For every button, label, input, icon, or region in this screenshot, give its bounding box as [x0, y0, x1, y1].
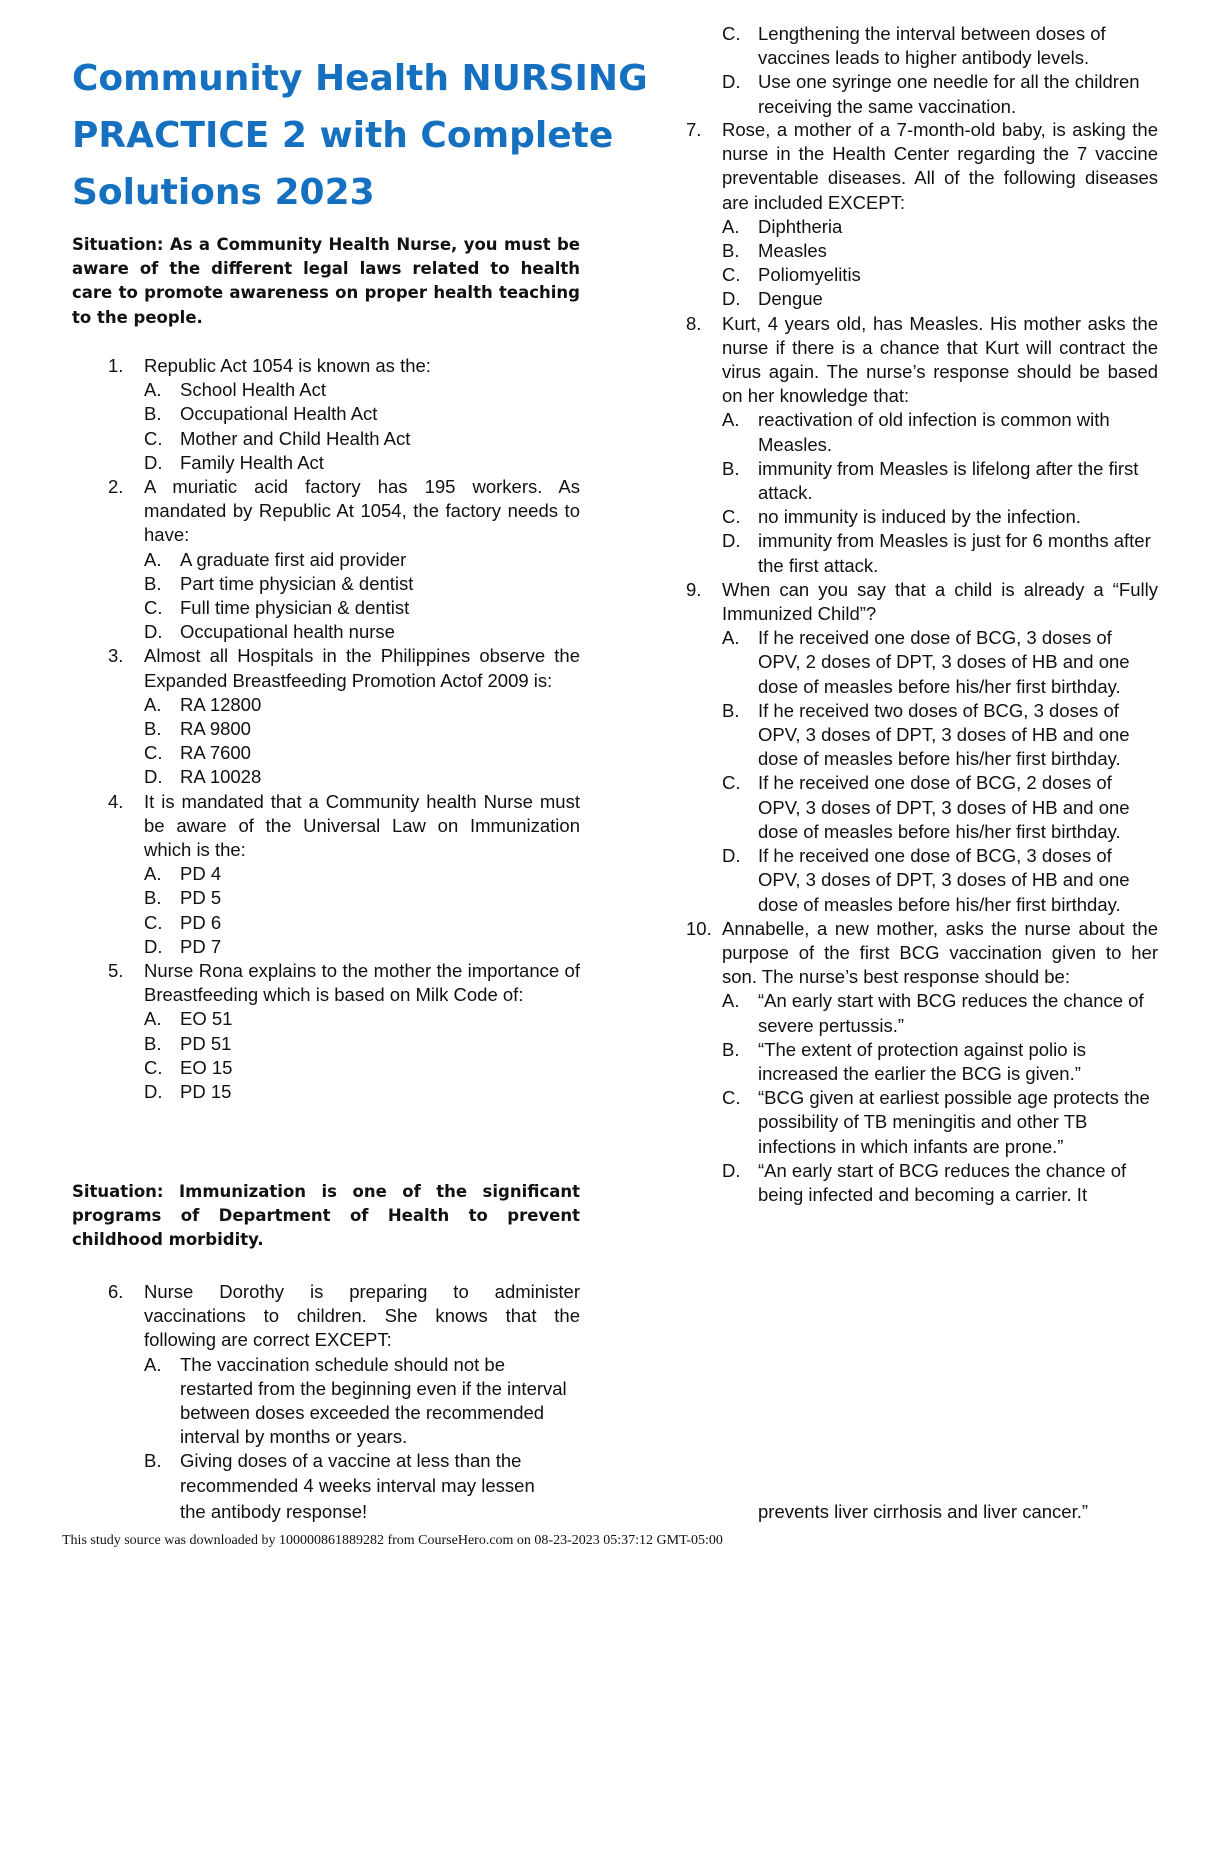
option-letter: D.: [144, 1081, 163, 1103]
question-number: 4.: [108, 790, 124, 812]
question-list-1: [108, 354, 580, 1104]
answer-option: [144, 402, 580, 426]
answer-option: [144, 693, 580, 717]
option-letter: D.: [144, 935, 163, 957]
question-list-3: [686, 118, 1158, 1207]
option-text: If he received one dose of BCG, 3 doses of OPV, 3 doses of DPT, 3 doses of HB and one dose of measles before his/her first birthday.: [758, 845, 1130, 915]
option-letter: B.: [144, 718, 162, 740]
question-item: [108, 644, 580, 789]
question-item: [108, 475, 580, 644]
answer-option: [144, 1056, 580, 1080]
option-text: PD 6: [180, 911, 222, 933]
question-6-continued-options: [722, 22, 1158, 119]
question-number: 1.: [108, 355, 124, 376]
option-text: Use one syringe one needle for all the children receiving the same vaccination.: [758, 71, 1140, 117]
option-letter: D.: [722, 288, 741, 310]
question-number: 7.: [686, 119, 702, 140]
answer-option: [722, 771, 1158, 844]
option-letter: C.: [722, 23, 741, 44]
question-stem: Kurt, 4 years old, has Measles. His mother asks the nurse if there is a chance that Kurt will contract the virus again. The nurse’s response should be based on her knowledge that:: [722, 312, 1158, 407]
option-letter: B.: [144, 572, 162, 594]
question-stem: Rose, a mother of a 7-month-old baby, is asking the nurse in the Health Center regarding the 7 vaccine preventable diseases. All of the following diseases are included EXCEPT:: [722, 119, 1158, 213]
answer-option: [722, 263, 1158, 287]
option-letter: A.: [722, 409, 740, 431]
answer-option: [722, 215, 1158, 239]
option-text: “BCG given at earliest possible age protects the possibility of TB meningitis and other TB infections in which infants are prone.”: [758, 1087, 1150, 1157]
answer-option: [144, 1032, 580, 1056]
option-text: PD 4: [180, 863, 222, 885]
answer-option: [144, 911, 580, 935]
option-letter: C.: [144, 597, 163, 619]
question-stem: Nurse Rona explains to the mother the importance of Breastfeeding which is based on Milk Code of:: [144, 960, 580, 1006]
option-letter: C.: [144, 742, 163, 764]
question-stem: A muriatic acid factory has 195 workers. As mandated by Republic At 1054, the factory needs to have:: [144, 476, 580, 546]
option-text: PD 15: [180, 1081, 232, 1103]
option-text: Measles: [758, 240, 827, 262]
option-letter: B.: [722, 457, 740, 479]
option-letter: B.: [144, 1450, 162, 1472]
question-stem: When can you say that a child is already a “Fully Immunized Child”?: [722, 578, 1158, 625]
option-letter: A.: [722, 990, 740, 1012]
title-line: Solutions 2023: [72, 172, 375, 213]
option-text: no immunity is induced by the infection.: [758, 506, 1081, 528]
option-text: “The extent of protection against polio is increased the earlier the BCG is given.”: [758, 1038, 1087, 1084]
option-text: Part time physician & dentist: [180, 572, 414, 594]
option-letter: C.: [722, 264, 741, 286]
answer-option: [722, 239, 1158, 263]
answer-option: [722, 22, 1158, 70]
answer-option: [144, 1007, 580, 1031]
question-item: [686, 312, 1158, 578]
option-letter: B.: [144, 1032, 162, 1054]
question-list-2: [108, 1280, 580, 1498]
answer-option: [144, 620, 580, 644]
question-item: [686, 118, 1158, 312]
question-item: [108, 959, 580, 1104]
option-text: Poliomyelitis: [758, 264, 861, 286]
option-letter: A.: [144, 1008, 162, 1030]
answer-option: [144, 862, 580, 886]
option-text: PD 51: [180, 1032, 232, 1054]
question-6-option-b-continuation: the antibody response!: [180, 1501, 368, 1522]
option-text: If he received one dose of BCG, 2 doses of OPV, 3 doses of DPT, 3 doses of HB and one dose of measles before his/her first birthday.: [758, 772, 1130, 842]
option-text: The vaccination schedule should not be restarted from the beginning even if the interval between doses exceeded the recommended interval by months or years.: [180, 1353, 567, 1448]
title-line: Community Health NURSING: [72, 58, 648, 99]
option-letter: A.: [144, 863, 162, 885]
question-stem: Nurse Dorothy is preparing to administer vaccinations to children. She knows that the following are correct EXCEPT:: [144, 1281, 580, 1351]
option-letter: B.: [144, 403, 162, 425]
option-text: Family Health Act: [180, 451, 324, 473]
answer-option: [144, 935, 580, 959]
answer-option: [722, 529, 1158, 577]
answer-option: [144, 741, 580, 765]
option-letter: D.: [144, 766, 163, 788]
option-letter: B.: [144, 887, 162, 909]
question-number: 10.: [686, 917, 712, 939]
option-text: RA 9800: [180, 718, 251, 740]
answer-option: [144, 717, 580, 741]
answer-option: [722, 989, 1158, 1037]
option-text: Lengthening the interval between doses of vaccines leads to higher antibody levels.: [758, 23, 1106, 69]
option-letter: D.: [722, 71, 741, 93]
option-letter: C.: [722, 1087, 741, 1109]
option-letter: D.: [722, 845, 741, 867]
option-text: immunity from Measles is lifelong after the first attack.: [758, 457, 1139, 504]
answer-option: [144, 427, 580, 451]
question-stem: Republic Act 1054 is known as the:: [144, 355, 431, 376]
question-item: [108, 790, 580, 959]
option-letter: D.: [144, 621, 163, 643]
question-number: 5.: [108, 960, 124, 982]
answer-option: [144, 765, 580, 789]
answer-option: [722, 1038, 1158, 1086]
option-letter: A.: [722, 627, 740, 649]
question-stem: Almost all Hospitals in the Philippines observe the Expanded Breastfeeding Promotion Actof 2009 is:: [144, 645, 580, 691]
option-letter: B.: [722, 699, 740, 721]
answer-option: [144, 451, 580, 475]
option-text: RA 12800: [180, 693, 262, 715]
answer-option: [144, 1080, 580, 1104]
question-number: 3.: [108, 645, 124, 667]
answer-option: [722, 844, 1158, 917]
option-letter: A.: [722, 215, 740, 237]
option-text: RA 10028: [180, 766, 262, 788]
question-item: [108, 354, 580, 475]
title-line: PRACTICE 2 with Complete: [72, 115, 614, 156]
option-letter: C.: [144, 427, 163, 449]
answer-option: [144, 378, 580, 402]
answer-option: [144, 1449, 580, 1497]
option-text: PD 5: [180, 887, 222, 909]
option-letter: B.: [722, 1038, 740, 1060]
option-text: reactivation of old infection is common with Measles.: [758, 409, 1110, 455]
option-text: A graduate first aid provider: [180, 548, 407, 570]
option-text: “An early start of BCG reduces the chance of being infected and becoming a carrier. It: [758, 1159, 1127, 1205]
option-letter: C.: [722, 772, 741, 794]
option-letter: D.: [722, 1159, 741, 1181]
option-letter: C.: [722, 506, 741, 528]
answer-option: [722, 1086, 1158, 1159]
option-letter: C.: [144, 1056, 163, 1078]
answer-option: [144, 1353, 580, 1450]
option-text: Mother and Child Health Act: [180, 427, 411, 449]
document-title: [72, 50, 648, 221]
situation-legal-laws: Situation: As a Community Health Nurse, you must be aware of the different legal laws related to health care to promote awareness on proper health teaching to the people.: [72, 235, 580, 327]
option-letter: A.: [144, 379, 162, 401]
question-stem: Annabelle, a new mother, asks the nurse about the purpose of the first BCG vaccination given to her son. The nurse’s best response should be:: [722, 917, 1158, 988]
question-number: 6.: [108, 1281, 124, 1302]
option-letter: A.: [144, 693, 162, 715]
option-text: Dengue: [758, 288, 823, 310]
option-text: Full time physician & dentist: [180, 597, 410, 619]
option-letter: D.: [722, 530, 741, 552]
question-number: 8.: [686, 312, 702, 334]
option-text: Diphtheria: [758, 215, 843, 237]
question-item: [108, 1280, 580, 1498]
option-text: EO 15: [180, 1056, 233, 1078]
question-stem: It is mandated that a Community health Nurse must be aware of the Universal Law on Immunization which is the:: [144, 790, 580, 861]
answer-option: [722, 457, 1158, 505]
download-footer: This study source was downloaded by 100000861889282 from CourseHero.com on 08-23-2023 05:37:12 GMT-05:00: [62, 1533, 723, 1548]
answer-option: [144, 886, 580, 910]
option-text: School Health Act: [180, 379, 327, 401]
question-number: 2.: [108, 476, 124, 498]
option-letter: A.: [144, 548, 162, 570]
question-10-option-d-continuation: prevents liver cirrhosis and liver cancer.”: [758, 1501, 1089, 1522]
option-letter: C.: [144, 911, 163, 933]
option-text: If he received two doses of BCG, 3 doses of OPV, 3 doses of DPT, 3 doses of HB and one dose of measles before his/her first birthday.: [758, 699, 1130, 770]
option-letter: B.: [722, 240, 740, 262]
answer-option: [722, 408, 1158, 456]
question-number: 9.: [686, 578, 702, 600]
option-text: PD 7: [180, 935, 222, 957]
answer-option: [722, 70, 1158, 118]
option-text: If he received one dose of BCG, 3 doses of OPV, 2 doses of DPT, 3 doses of HB and one dose of measles before his/her first birthday.: [758, 627, 1130, 697]
answer-option: [722, 699, 1158, 772]
answer-option: [144, 596, 580, 620]
option-letter: D.: [144, 451, 163, 473]
answer-option: [722, 1159, 1158, 1207]
answer-option: [722, 626, 1158, 699]
answer-option: [722, 505, 1158, 529]
answer-option: [144, 548, 580, 572]
question-item: [686, 578, 1158, 917]
situation-immunization: Situation: Immunization is one of the significant programs of Department of Health to prevent childhood morbidity.: [72, 1182, 580, 1250]
option-text: Giving doses of a vaccine at less than the recommended 4 weeks interval may lessen: [180, 1450, 535, 1496]
option-text: immunity from Measles is just for 6 months after the first attack.: [758, 530, 1151, 576]
option-letter: A.: [144, 1353, 162, 1375]
option-text: Occupational Health Act: [180, 403, 378, 425]
option-text: RA 7600: [180, 742, 251, 764]
option-text: “An early start with BCG reduces the chance of severe pertussis.”: [758, 990, 1144, 1036]
answer-option: [144, 572, 580, 596]
question-item: [686, 917, 1158, 1207]
answer-option: [722, 287, 1158, 311]
option-text: Occupational health nurse: [180, 621, 395, 643]
option-text: EO 51: [180, 1008, 233, 1030]
